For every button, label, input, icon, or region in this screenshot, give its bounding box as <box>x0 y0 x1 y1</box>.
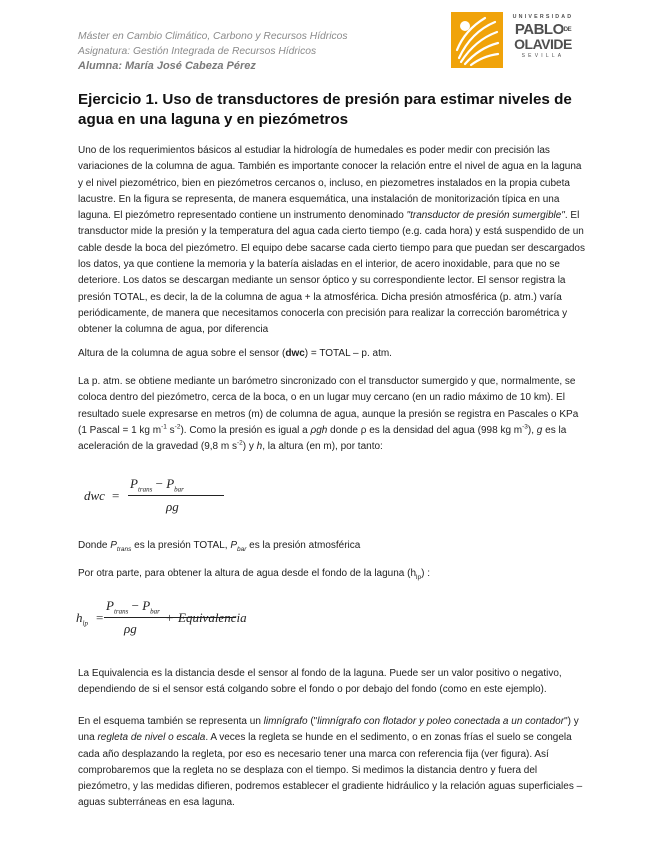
exercise-title: Ejercicio 1. Uso de transductores de presión para estimar niveles de agua en una laguna y en piezómetros <box>78 91 572 128</box>
eq2-plus: + <box>166 610 174 625</box>
logo-de: DE <box>563 27 572 33</box>
logo-olavide: OLAVIDE <box>514 36 572 52</box>
logo-pablo: $PABLO^{DE}$ <box>514 21 572 38</box>
paragraph-equivalencia: La Equivalencia es la distancia desde el sensor al fondo de la laguna. Puede ser un valor positivo o negativo, dependiendo de si el sensor está colgando sobre el fondo o por debajo del fondo (como en este ejemplo). <box>78 668 562 696</box>
paragraph-lake-height: Por otra parte, para obtener la altura de agua desde el fondo de la laguna $(h_{lp})$ : <box>78 568 430 581</box>
eq2-numerator: $P_{trans} - P_{bar}$ <box>106 598 160 616</box>
eq2-lhs: $h_{lp}$ <box>76 610 88 628</box>
paragraph-intro: Uno de los requerimientos básicos al estudiar la hidrología de humedales es poder medir con precisión las variaciones de la columna de agua. También es importante conocer la relación entre el nivel de agua en la laguna y el nivel piezométrico, bien en piezómetros cercanos o, incluso, en piezometres instalados en la propia cubeta lacustre. En la figura se representa, de manera esquemática, una instalación de monitorización típica en una laguna. El piezómetro representado contiene un instrumento denominado "transductor de presión sumergible". El transductor mide la presión y la temperatura del agua cada cierto tiempo (e.g. cada hora) y está suspendido de un cable desde la boca del piezómetro. El equipo debe sacarse cada cierto tiempo para que puedan ser descargados los datos, ya que contiene la memoria y la batería aisladas en el interior, de acero inoxidable, para que no se deteriore. Los datos se descargan mediante un sensor óptico y su correspondiente lector. El sensor registra la presión TOTAL, es decir, la de la columna de agua + la atmosférica. Dicha presión atmosférica (p. atm.) varía periódicamente, de manera que necesitamos conocerla con precisión para realizar la corrección barométrica y obtener la columna de agua, por diferencia <box>78 145 585 336</box>
student-name: Alumna: María José Cabeza Pérez <box>78 60 256 72</box>
paragraph-barometer: La p. atm. se obtiene mediante un barómetro sincronizado con el transductor sumergido y que, normalmente, se coloca dentro del piezómetro, cerca de la boca, o en un lugar muy cercano (en un radio máximo de 10 km). El resultado suele expresarse en metros (m) de columna de agua, aunque la presión se registra en Pascales o KPa (1 Pascal = 1 kg $m^{-1}$ $s^{-2}$). Como la presión es igual a ρgh donde ρ es la densidad del agua (998 kg $m^{-3}$), g es la aceleración de la gravedad (9,8 m $s^{-2}$) y h, la altura (en m), por tanto: <box>78 376 579 453</box>
paragraph-where: Donde $P_{trans}$ es la presión TOTAL, $P_{bar}$ es la presión atmosférica <box>78 540 361 553</box>
university-logo-text <box>508 14 578 59</box>
document-header <box>78 29 348 74</box>
equation-hlp <box>76 598 296 642</box>
eq2-equivalencia: Equivalencia <box>178 610 247 625</box>
eq1-numerator: $P_{trans} - P_{bar}$ <box>130 476 184 494</box>
eq1-fraction-bar <box>128 495 224 496</box>
logo-universidad: UNIVERSIDAD <box>512 14 574 20</box>
eq1-equals: = <box>112 488 120 503</box>
paragraph-limnigrafo: En el esquema también se representa un limnígrafo ("limnígrafo con flotador y poleo conectada a un contador") y una regleta de nivel o escala. A veces la regleta se hunde en el sedimento, o en zonas frías el suelo se congela cada año desplazando la regleta, por eso es necesario tener una marca con referencia fija (ver figura). Así comprobaremos que la regleta no se desplaza con el tiempo. Si medimos la distancia dentro y fuera del piezómetro, y las medidas difieren, podremos establecer el gradiente hidráulico y la relación aguas superficiales – aguas subterráneas en esa laguna. <box>78 716 583 809</box>
equation-dwc <box>84 476 224 520</box>
eq1-denominator: ρg <box>166 499 179 514</box>
eq1-lhs: dwc <box>84 488 105 503</box>
subject-line: Asignatura: Gestión Integrada de Recursos Hídricos <box>78 46 317 57</box>
logo-sevilla: SEVILLA <box>521 53 565 59</box>
eq2-equals: = <box>96 610 104 625</box>
paragraph-dwc-definition: Altura de la columna de agua sobre el sensor (dwc) = TOTAL – p. atm. <box>78 348 392 359</box>
eq2-denominator: ρg <box>124 621 137 636</box>
course-line: Máster en Cambio Climático, Carbono y Recursos Hídricos <box>78 31 348 42</box>
